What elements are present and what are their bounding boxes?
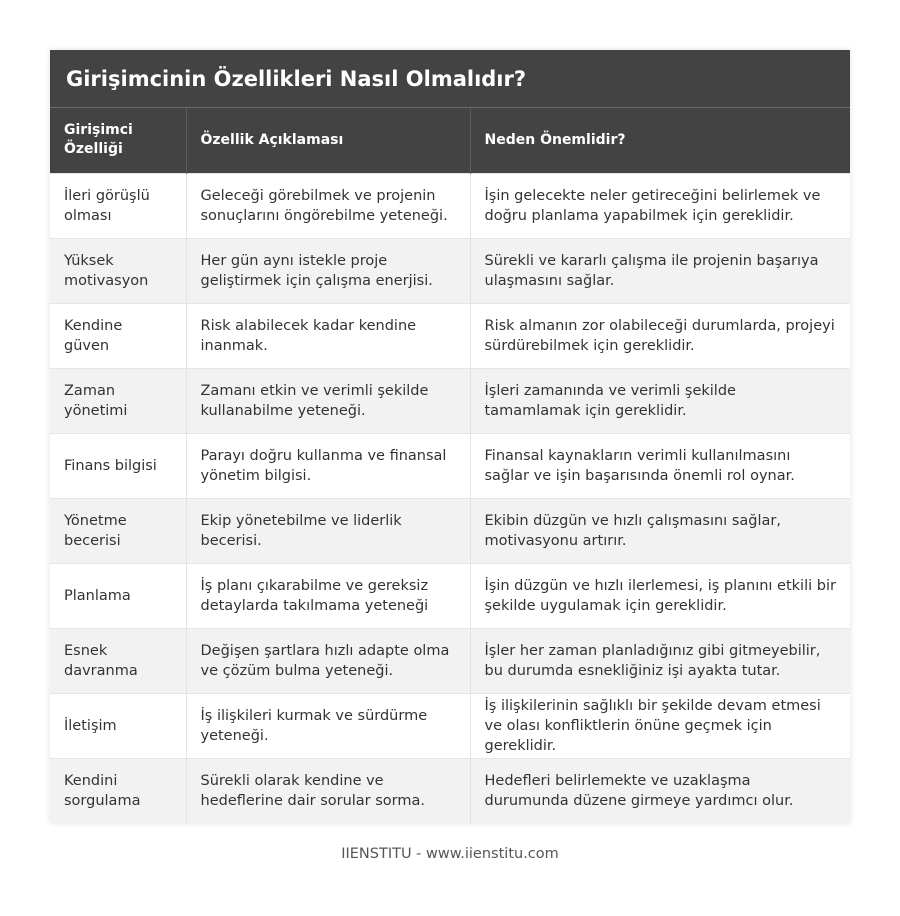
cell-description: Zamanı etkin ve verimli şekilde kullanabilme yeteneği. — [186, 368, 470, 433]
table-row — [50, 758, 850, 823]
table-row — [50, 238, 850, 303]
cell-feature: Planlama — [50, 563, 186, 628]
cell-importance: İşleri zamanında ve verimli şekilde tamamlamak için gereklidir. — [470, 368, 850, 433]
cell-feature: Zaman yönetimi — [50, 368, 186, 433]
table-title: Girişimcinin Özellikleri Nasıl Olmalıdır? — [50, 50, 850, 108]
cell-description: İş planı çıkarabilme ve gereksiz detaylarda takılmama yeteneği — [186, 563, 470, 628]
cell-feature: İletişim — [50, 693, 186, 758]
cell-importance: Sürekli ve kararlı çalışma ile projenin başarıya ulaşmasını sağlar. — [470, 238, 850, 303]
cell-feature: Finans bilgisi — [50, 433, 186, 498]
header-importance: Neden Önemlidir? — [470, 108, 850, 173]
cell-importance: İşler her zaman planladığınız gibi gitmeyebilir, bu durumda esnekliğiniz işi ayakta tutar. — [470, 628, 850, 693]
cell-description: Geleceği görebilmek ve projenin sonuçlarını öngörebilme yeteneği. — [186, 173, 470, 238]
table-body — [50, 173, 850, 823]
cell-feature: Kendine güven — [50, 303, 186, 368]
table-row — [50, 498, 850, 563]
cell-feature: Kendini sorgulama — [50, 758, 186, 823]
footer-credit: IIENSTITU - www.iienstitu.com — [341, 846, 559, 862]
table-header — [50, 108, 850, 173]
table-row — [50, 433, 850, 498]
cell-importance: İş ilişkilerinin sağlıklı bir şekilde devam etmesi ve olası konfliktlerin önüne geçmek için gereklidir. — [470, 693, 850, 758]
cell-description: Sürekli olarak kendine ve hedeflerine dair sorular sorma. — [186, 758, 470, 823]
cell-description: Risk alabilecek kadar kendine inanmak. — [186, 303, 470, 368]
cell-feature: İleri görüşlü olması — [50, 173, 186, 238]
cell-description: Değişen şartlara hızlı adapte olma ve çözüm bulma yeteneği. — [186, 628, 470, 693]
header-feature: Girişimci Özelliği — [50, 108, 186, 173]
table-row — [50, 368, 850, 433]
table-row — [50, 173, 850, 238]
cell-importance: Risk almanın zor olabileceği durumlarda, projeyi sürdürebilmek için gereklidir. — [470, 303, 850, 368]
cell-importance: Finansal kaynakların verimli kullanılmasını sağlar ve işin başarısında önemli rol oynar. — [470, 433, 850, 498]
cell-importance: İşin düzgün ve hızlı ilerlemesi, iş planını etkili bir şekilde uygulamak için gereklidir. — [470, 563, 850, 628]
table-row — [50, 628, 850, 693]
cell-feature: Yüksek motivasyon — [50, 238, 186, 303]
table-row — [50, 303, 850, 368]
features-table — [50, 108, 850, 823]
cell-description: Her gün aynı istekle proje geliştirmek için çalışma enerjisi. — [186, 238, 470, 303]
cell-feature: Esnek davranma — [50, 628, 186, 693]
cell-importance: İşin gelecekte neler getireceğini belirlemek ve doğru planlama yapabilmek için gereklidir. — [470, 173, 850, 238]
cell-description: Parayı doğru kullanma ve finansal yönetim bilgisi. — [186, 433, 470, 498]
cell-description: Ekip yönetebilme ve liderlik becerisi. — [186, 498, 470, 563]
header-description: Özellik Açıklaması — [186, 108, 470, 173]
table-card — [50, 50, 850, 823]
table-row — [50, 693, 850, 758]
cell-importance: Hedefleri belirlemekte ve uzaklaşma durumunda düzene girmeye yardımcı olur. — [470, 758, 850, 823]
cell-importance: Ekibin düzgün ve hızlı çalışmasını sağlar, motivasyonu artırır. — [470, 498, 850, 563]
cell-description: İş ilişkileri kurmak ve sürdürme yeteneği. — [186, 693, 470, 758]
table-row — [50, 563, 850, 628]
header-row — [50, 108, 850, 173]
cell-feature: Yönetme becerisi — [50, 498, 186, 563]
